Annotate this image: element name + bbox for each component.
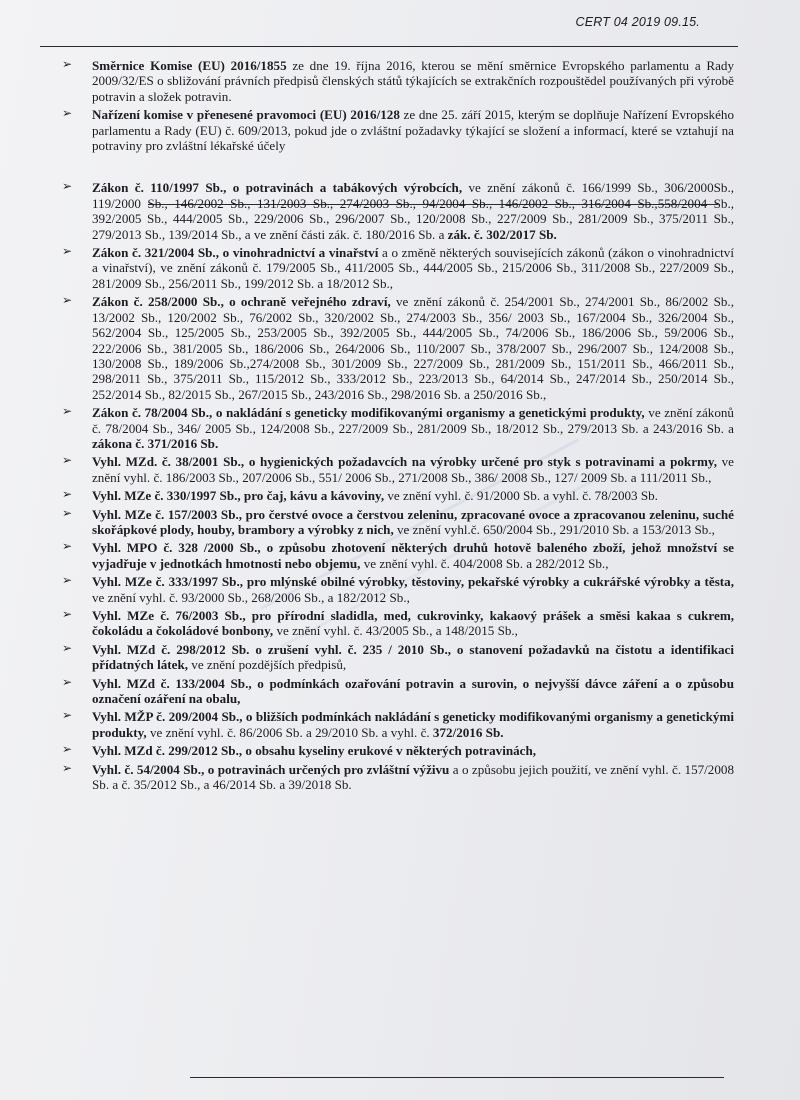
- regulation-title: Vyhl. MZe č. 157/2003 Sb., pro čerstvé ovoce a čerstvou zeleninu, zpracované ovoce a zpracovanou zeleninu, suché skořápkové plody, houby, brambory a výrobky z nich,: [92, 506, 734, 537]
- arrow-bullet-icon: ➢: [62, 487, 73, 502]
- regulation-title: Vyhl. MPO č. 328 /2000 Sb., o způsobu zhotovení některých druhů hotově baleného zboží, jehož množství se vyjadřuje v jednotkách hmotnosti nebo objemu,: [92, 540, 734, 571]
- national-legislation-list: [62, 180, 734, 792]
- regulation-details: ve znění vyhl. č. 86/2006 Sb. a 29/2010 Sb. a vyhl. č.: [146, 724, 430, 740]
- list-item: [62, 107, 734, 153]
- arrow-bullet-icon: ➢: [62, 505, 73, 520]
- regulation-details: a o způsobu jejich použití, ve znění vyhl. č. 157/2008 Sb. a č. 35/2012 Sb., a 46/2014 Sb. a 39/2018 Sb.: [92, 761, 734, 793]
- regulation-title: Vyhl. MZd. č. 38/2001 Sb., o hygienických požadavcích na výrobky určené pro styk s potravinami a pokrmy,: [92, 454, 718, 470]
- list-item: [62, 608, 734, 639]
- arrow-bullet-icon: ➢: [62, 244, 73, 259]
- list-item: [62, 405, 734, 451]
- regulation-details: ve znění zákonů č. 254/2001 Sb., 274/2001 Sb., 86/2002 Sb., 13/2002 Sb., 120/2002 Sb., 76/2002 Sb., 320/2002 Sb., 274/2003 Sb., 356/ 2003 Sb., 167/2004 Sb., 326/2004 Sb., 562/2004 Sb., 125/2005 Sb., 253/2005 Sb., 392/2005 Sb., 444/2005 Sb., 74/2006 Sb., 186/2006 Sb., 59/2006 Sb., 222/2006 Sb., 381/2005 Sb., 186/2006 Sb., 264/2006 Sb., 110/2007 Sb., 378/2007 Sb., 296/2007 Sb., 124/2008 Sb., 130/2008 Sb., 189/2006 Sb.,274/2008 Sb., 301/2009 Sb., 227/2009 Sb., 281/2009 Sb., 151/2011 Sb., 466/2011 Sb., 298/2011 Sb., 375/2011 Sb., 115/2012 Sb., 333/2012 Sb., 223/2013 Sb., 64/2014 Sb., 247/2014 Sb., 250/2014 Sb., 252/2014 Sb., 82/2015 Sb., 267/2015 Sb., 243/2016 Sb., 298/2016 Sb. a 250/2016 Sb.,: [92, 294, 734, 402]
- arrow-bullet-icon: ➢: [62, 57, 73, 71]
- list-item: [62, 676, 734, 707]
- regulation-amendment: zák. č. 302/2017 Sb.: [444, 226, 557, 242]
- arrow-bullet-icon: ➢: [62, 404, 73, 419]
- list-item: [62, 540, 734, 571]
- regulation-details: ve znění zákonů č. 78/2004 Sb., 346/ 2005 Sb., 124/2008 Sb., 227/2009 Sb., 281/2009 Sb., 18/2012 Sb., 279/2013 Sb. a 243/2016 Sb. a: [92, 405, 734, 436]
- regulation-title: Vyhl. MZe č. 330/1997 Sb., pro čaj, kávu a kávoviny,: [92, 488, 385, 504]
- regulation-title: Vyhl. MZe č. 76/2003 Sb., pro přírodní sladidla, med, cukrovinky, kakaový prášek a směsi kakaa s cukrem, čokoládu a čokoládové bonbony,: [92, 608, 734, 639]
- regulation-title: Zákon č. 78/2004 Sb., o nakládání s geneticky modifikovanými organismy a genetickými produkty,: [92, 405, 645, 421]
- arrow-bullet-icon: ➢: [62, 106, 73, 121]
- regulation-details: ve znění vyhl. č. 404/2008 Sb. a 282/2012 Sb.,: [360, 555, 609, 571]
- regulation-title: Vyhl. MZd č. 299/2012 Sb., o obsahu kyseliny erukové v některých potravinách,: [92, 743, 537, 759]
- list-item: [62, 488, 734, 503]
- document-code: CERT 04 2019 09.15.: [575, 15, 700, 29]
- list-item: [62, 507, 734, 538]
- arrow-bullet-icon: ➢: [62, 179, 73, 194]
- list-item: [62, 58, 734, 104]
- legislation-list: [62, 58, 734, 795]
- arrow-bullet-icon: ➢: [62, 742, 73, 757]
- list-item: [62, 762, 734, 793]
- regulation-title: Zákon č. 321/2004 Sb., o vinohradnictví a vinařství: [92, 245, 379, 261]
- top-rule: [40, 46, 738, 47]
- list-item: [62, 180, 734, 242]
- regulation-title: Zákon č. 110/1997 Sb., o potravinách a tabákových výrobcích,: [92, 180, 463, 196]
- regulation-title: Vyhl. MŽP č. 209/2004 Sb., o bližších podmínkách nakládání s geneticky modifikovanými organismy a genetickými produkty,: [92, 709, 734, 740]
- regulation-title: Vyhl. MZd č. 298/2012 Sb. o zrušení vyhl. č. 235 / 2010 Sb., o stanovení požadavků na čistotu a identifikaci přídatných látek,: [92, 641, 734, 673]
- arrow-bullet-icon: ➢: [62, 640, 73, 655]
- regulation-details: ze dne 25. září 2015, kterým se doplňuje Nařízení Evropského parlamentu a Rady (EU) č. 609/2013, pokud jde o zvláštní požadavky týkající se složení a informací, které se vztahují na potraviny pro zvláštní lékařské účely: [92, 107, 735, 154]
- regulation-details: ve znění vyhl. č. 43/2005 Sb., a 148/2015 Sb.,: [273, 623, 518, 639]
- arrow-bullet-icon: ➢: [62, 539, 73, 554]
- regulation-details: a o změně některých souvisejících zákonů (zákon o vinohradnictví a vinařství), ve znění zákonů č. 179/2005 Sb., 411/2005 Sb., 444/2005 Sb., 215/2006 Sb., 311/2008 Sb., 227/2009 Sb., 281/2009 Sb., 256/2011 Sb., 199/2012 Sb. a 18/2012 Sb.,: [92, 245, 734, 291]
- list-item: [62, 454, 734, 485]
- list-item: [62, 743, 734, 758]
- regulation-title: Vyhl. č. 54/2004 Sb., o potravinách určených pro zvláštní výživu: [92, 761, 450, 777]
- bottom-rule: [190, 1077, 724, 1078]
- regulation-details: ve znění vyhl. č. 91/2000 Sb. a vyhl. č. 78/2003 Sb.: [384, 488, 658, 504]
- regulation-amendment: 372/2016 Sb.: [429, 724, 504, 740]
- regulation-title: Vyhl. MZd č. 133/2004 Sb., o podmínkách ozařování potravin a surovin, o nejvyšší dávce záření a o způsobu označení ozáření na obalu,: [92, 675, 734, 707]
- arrow-bullet-icon: ➢: [62, 760, 73, 775]
- list-item: [62, 709, 734, 740]
- list-item: [62, 574, 734, 605]
- regulation-details: ze dne 19. října 2016, kterou se mění směrnice Evropského parlamentu a Rady 2009/32/ES o sbližování právních předpisů členských států týkajících se extrakčních rozpouštědel používaných při výrobě potravin a složek potravin.: [92, 58, 734, 104]
- arrow-bullet-icon: ➢: [62, 573, 73, 588]
- arrow-bullet-icon: ➢: [62, 453, 73, 468]
- regulation-amendment: zákona č. 371/2016 Sb.: [92, 435, 219, 451]
- list-item: [62, 642, 734, 673]
- regulation-details: ve znění zákonů č. 166/1999 Sb., 306/2000Sb., 119/2000 Sb., 146/2002 Sb., 131/2003 Sb., 274/2003 Sb., 94/2004 Sb., 146/2002 Sb., 316/2004 Sb.,558/2004 Sb., 392/2005 Sb., 444/2005 Sb., 229/2006 Sb., 296/2007 Sb., 120/2008 Sb., 227/2009 Sb., 281/2009 Sb., 375/2011 Sb., 279/2013 Sb., 139/2014 Sb., a ve znění části zák. č. 180/2016 Sb. a: [92, 180, 734, 242]
- eu-legislation-list: [62, 58, 734, 153]
- regulation-title: Vyhl. MZe č. 333/1997 Sb., pro mlýnské obilné výrobky, těstoviny, pekařské výrobky a cukrářské výrobky a těsta,: [92, 574, 734, 590]
- list-item: [62, 294, 734, 402]
- regulation-details: ve znění vyhl.č. 650/2004 Sb., 291/2010 Sb. a 153/2013 Sb.,: [393, 521, 715, 537]
- regulation-details: ve znění vyhl. č. 186/2003 Sb., 207/2006 Sb., 551/ 2006 Sb., 271/2008 Sb., 386/ 2008 Sb., 127/ 2009 Sb. a 111/2011 Sb.,: [92, 454, 734, 485]
- regulation-title: Směrnice Komise (EU) 2016/1855: [92, 58, 287, 73]
- arrow-bullet-icon: ➢: [62, 293, 73, 308]
- arrow-bullet-icon: ➢: [62, 674, 73, 689]
- regulation-details: ve znění pozdějších předpisů,: [188, 657, 347, 673]
- regulation-details: ve znění vyhl. č. 93/2000 Sb., 268/2006 Sb., a 182/2012 Sb.,: [92, 589, 410, 605]
- list-item: [62, 245, 734, 291]
- arrow-bullet-icon: ➢: [62, 708, 73, 723]
- regulation-title: Zákon č. 258/2000 Sb., o ochraně veřejného zdraví,: [92, 294, 391, 310]
- arrow-bullet-icon: ➢: [62, 607, 73, 621]
- regulation-title: Nařízení komise v přenesené pravomoci (EU) 2016/128: [92, 107, 400, 123]
